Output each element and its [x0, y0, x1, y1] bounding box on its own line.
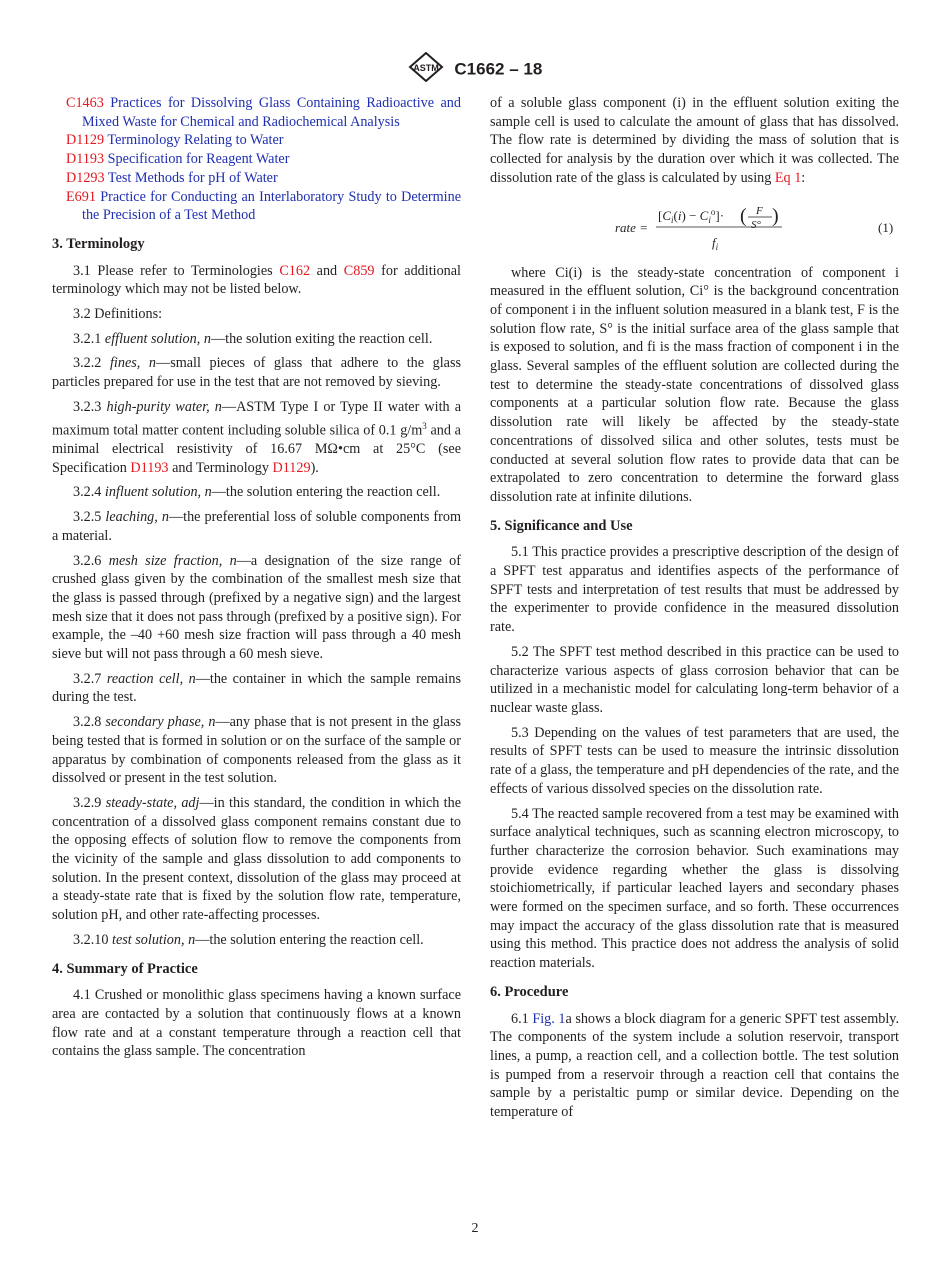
- reference-title-link[interactable]: Test Methods for pH of Water: [107, 169, 278, 186]
- astm-logo-icon: [408, 52, 444, 87]
- page-number: 2: [471, 1221, 479, 1236]
- left-column: [52, 94, 461, 1067]
- reference-code-link[interactable]: D1129: [66, 132, 105, 149]
- definition-3-2-6: 3.2.6 mesh size fraction, n—a designation of the size range of crushed glass given by the combination of the smallest mesh size that the glass is passed through (prefixed by a negative sign) and the largest mesh size that it does not pass through (prefixed by a positive sign). For example, the –40 +60 mesh size fraction will pass through a 40 mesh sieve but will not pass through a 60 mesh sieve.: [52, 552, 462, 663]
- fig1-link[interactable]: Fig. 1: [532, 1010, 566, 1027]
- page-header: [0, 52, 950, 87]
- paragraph-5-2: 5.2 The SPFT test method described in this practice can be used to characterize various aspects of glass corrosion behavior that can be utilized in a mechanistic model for calculating long-term behavior of a nuclear waste glass.: [490, 643, 899, 716]
- definition-3-2-7: 3.2.7 reaction cell, n—the container in which the sample remains during the test.: [52, 670, 461, 706]
- equation-numerator: $[C_i(i) - C_i^o]\cdot$: [658, 206, 725, 225]
- referenced-documents-list: [52, 94, 461, 225]
- svg-text:ASTM: ASTM: [412, 63, 439, 73]
- right-column: [490, 94, 899, 1128]
- d1129-link[interactable]: D1129: [272, 459, 311, 476]
- equation-denominator: $f_i$: [712, 234, 719, 252]
- equation-flow-fraction: F: [756, 204, 763, 217]
- reference-item: [52, 150, 461, 169]
- definition-3-2-9: 3.2.9 steady-state, adj—in this standard, the condition in which the concentration of a dissolved glass component remains constant due to the opposing effects of solution flow to remove the components from the vicinity of the sample and glass dissolution to add components to solution. In the present context, dissolution of the glass may proceed at a steady-state rate that is fixed by the solution flow rate, temperature, solution pH, and other rate-affecting processes.: [52, 794, 461, 924]
- eq1-link[interactable]: Eq 1: [774, 169, 802, 186]
- reference-code-link[interactable]: D1293: [66, 169, 105, 186]
- svg-text:(: (: [740, 204, 747, 227]
- paragraph-3-2: 3.2 Definitions:: [73, 306, 163, 323]
- paragraph-3-1: 3.1 Please refer to Terminologies C162 and C859 for additional terminology which may not be listed below.: [52, 262, 462, 298]
- reference-code-link[interactable]: C1463: [66, 95, 104, 111]
- c162-link[interactable]: C162: [279, 262, 311, 279]
- definition-3-2-5: 3.2.5 leaching, n—the preferential loss of soluble components from a material.: [52, 509, 462, 544]
- section-heading-summary: 4. Summary of Practice: [52, 960, 198, 977]
- reference-code-link[interactable]: E691: [66, 188, 96, 205]
- reference-item: [52, 94, 461, 131]
- definition-3-2-3: 3.2.3 high-purity water, n—ASTM Type I or Type II water with a maximum total matter content including soluble silica of 0.1 $g/m^3$ and a minimal electrical resistivity of 16.67 MΩ•cm at 25°C (see Specification D1193 and Terminology D1129).: [52, 398, 461, 476]
- equation-rate-label: rate =: [615, 219, 648, 235]
- definition-3-2-1: 3.2.1 effluent solution, n—the solution exiting the reaction cell.: [73, 330, 433, 347]
- svg-text:): ): [772, 204, 779, 227]
- reference-item: [52, 131, 461, 150]
- definition-3-2-2: 3.2.2 fines, n—small pieces of glass that adhere to the glass particles prepared for use in the test that are not removed by sieving.: [52, 355, 462, 391]
- reference-item: [52, 169, 461, 188]
- reference-item: [52, 188, 461, 225]
- section-heading-terminology: 3. Terminology: [52, 235, 145, 252]
- reference-title-link[interactable]: Practice for Conducting an Interlaboratory Study to Determine the Precision of a Test Method: [82, 188, 461, 224]
- paragraph-where: where Ci(i) is the steady-state concentration of component i measured in the effluent solution, Ci° is the background concentration of component i in the influent solution measured in a blank test, F is the solution flow rate, S° is the initial surface area of the glass sample that is exposed to solution, and fi is the mass fraction of component i in the glass. Several samples of the effluent solution are collected during the test to determine the steady-state concentrations of dissolved glass components at a particular solution flow rate. Because the glass dissolution rate will likely be affected by the steady-state concentrations of dissolved silica and other solutes, tests must be conducted at several solution flow rates to provide data that can be extrapolated to zero concentration to determine the forward glass dissolution rate at infinite dilutions.: [490, 264, 899, 505]
- equation-1: [490, 194, 899, 258]
- section-heading-significance: 5. Significance and Use: [490, 517, 633, 534]
- reference-title-link[interactable]: Practices for Dissolving Glass Containing Radioactive and Mixed Waste for Chemical and Radiochemical Analysis: [82, 95, 461, 130]
- c859-link[interactable]: C859: [343, 262, 375, 279]
- definition-3-2-4: 3.2.4 influent solution, n—the solution entering the reaction cell.: [73, 484, 441, 501]
- section-heading-procedure: 6. Procedure: [490, 983, 569, 1000]
- equation-number: (1): [878, 219, 894, 235]
- equation-surface-area: S°: [751, 218, 761, 231]
- paragraph-6-1: 6.1 Fig. 1a shows a block diagram for a generic SPFT test assembly. The components of the system include a solution reservoir, transport lines, a pump, a reaction cell, and a collection bottle. The test solution is pumped from a reservoir through a reaction cell that contains the sample by a peristaltic pump or similar device. Depending on the temperature of: [490, 1010, 899, 1121]
- paragraph-5-1: 5.1 This practice provides a prescriptive description of the design of a SPFT test apparatus and identifies aspects of the performance of SPFT tests and interpretation of test results that must be addressed by the experimenter to provide confidence in the measured dissolution rate.: [490, 544, 899, 636]
- paragraph-5-3: 5.3 Depending on the values of test parameters that are used, the results of SPFT tests can be used to measure the intrinsic dissolution rate of a glass, the temperature and pH dependencies of the rate, and the effects of various dissolved species on the dissolution rate.: [490, 724, 899, 797]
- paragraph-4-1: 4.1 Crushed or monolithic glass specimens having a known surface area are contacted by a solution that continuously flows at a known flow rate and at a constant temperature through a reaction cell that contains the glass sample. The concentration: [52, 987, 461, 1060]
- reference-code-link[interactable]: D1193: [66, 151, 105, 168]
- definition-3-2-10: 3.2.10 test solution, n—the solution entering the reaction cell.: [73, 931, 424, 948]
- reference-title-link[interactable]: Specification for Reagent Water: [107, 151, 290, 168]
- reference-title-link[interactable]: Terminology Relating to Water: [107, 132, 284, 149]
- d1193-link[interactable]: D1193: [130, 459, 169, 476]
- paragraph-4-1-continued: of a soluble glass component (i) in the effluent solution exiting the sample cell is used to calculate the amount of glass that has dissolved. The flow rate is determined by dividing the mass of solution that is collected for analysis by the duration over which it was collected. The dissolution rate of the glass is calculated by using Eq 1:: [490, 95, 899, 186]
- document-number: C1662 – 18: [454, 59, 543, 79]
- definition-3-2-8: 3.2.8 secondary phase, n—any phase that is not present in the glass being tested that is formed in solution or on the surface of the sample or apparatus by combination of components released from the glass as it dissolved or present in the test solution.: [52, 714, 461, 787]
- paragraph-5-4: 5.4 The reacted sample recovered from a test may be examined with surface analytical techniques, such as scanning electron microscopy, to further characterize the corrosion behavior. Such examinations may provide evidence regarding whether the glass is dissolving stoichiometrically, if particular leached layers and secondary phases were formed on the specimen surface, and so forth. These occurrences may impact the accuracy of the glass dissolution rate that is measured using this method. This practice does not address the analysis of solid reaction materials.: [490, 805, 899, 972]
